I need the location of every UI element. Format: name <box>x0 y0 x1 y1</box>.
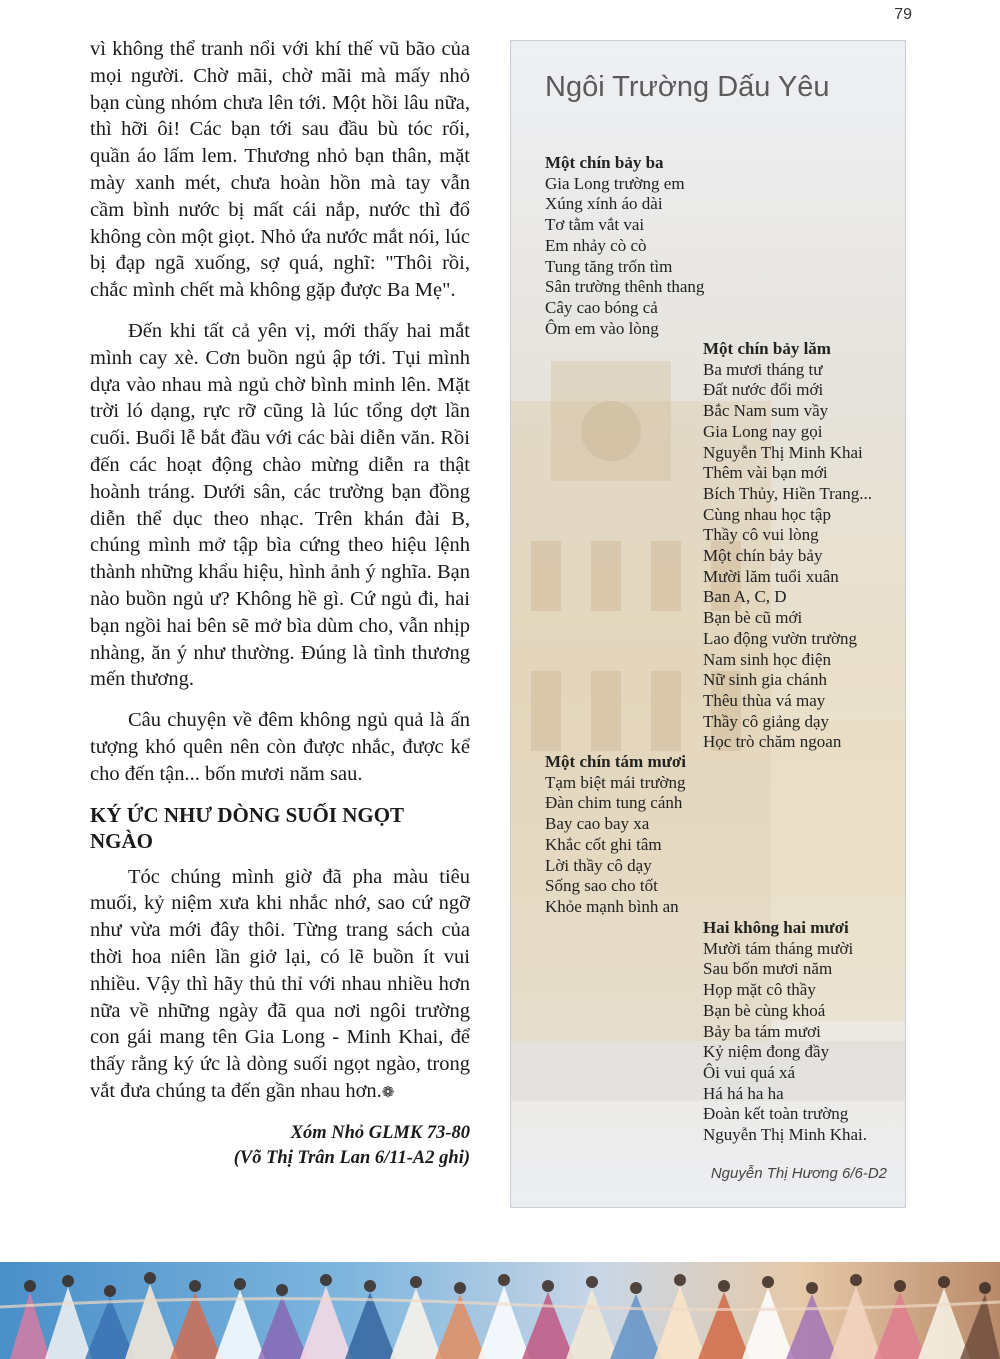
poem-line: Há há ha ha <box>703 1083 784 1103</box>
poem-author: Nguyễn Thị Hương 6/6-D2 <box>710 1165 887 1182</box>
poem-line: Bích Thủy, Hiền Trang... <box>703 483 873 503</box>
paragraph-2: Đến khi tất cả yên vị, mới thấy hai mắt mình cay xè. Cơn buồn ngủ ập tới. Tụi mình dựa vào nhau mà ngủ chờ bình minh lên. Mặt trời ló dạng, rực rỡ cũng là lúc tổng dợt lần cuối. Buổi lễ bắt đầu với các bài diễn văn. Rồi đến các hoạt động chào mừng diễn ra thật hoành tráng. Dưới sân, các trường bạn đồng diễn thể dục theo nhạc. Trên khán đài B, chúng mình mở tập bìa cứng theo hiệu lệnh thành những khẩu hiệu, hình ảnh ý nghĩa. Bạn nào buồn ngủ ư? Không hề gì. Cứ ngủ đi, hai bạn ngồi hai bên sẽ mở bìa dùm cho, vẫn nhịp nhàng, ăn ý như thường. Đúng là tình thương mến thương. <box>90 319 470 691</box>
poem-line: Nguyễn Thị Minh Khai. <box>703 1125 868 1145</box>
closing-paragraph <box>90 864 470 1107</box>
poem-line: Tạm biệt mái trường <box>545 772 686 792</box>
closing-text: Tóc chúng mình giờ đã pha màu tiêu muối, kỷ niệm xưa khi nhắc nhớ, sao cứ ngỡ như vừa mới đây thôi. Từng trang sách của thời hoa niên lần giở lại, có lẽ buồn ít vui nhiều. Vậy thì hãy thủ thỉ với nhau nhiều hơn nữa về những ngày đã qua nơi ngôi trường con gái mang tên Gia Long - Minh Khai, để thấy rằng ký ức là dòng suối ngọt ngào, trong vắt đưa chúng ta đến gần nhau hơn. <box>90 865 470 1102</box>
poem-line: Bạn bè cùng khoá <box>703 1000 826 1020</box>
stanza-heading: Một chín bảy lăm <box>703 339 831 358</box>
banner-artwork <box>0 1262 1000 1359</box>
poem-line: Thầy cô giảng dạy <box>703 711 830 731</box>
poem-line: Cây cao bóng cả <box>545 297 658 317</box>
stanza-heading: Một chín bảy ba <box>545 153 664 172</box>
poem-line: Ôm em vào lòng <box>545 318 659 338</box>
poem-line: Tung tăng trốn tìm <box>545 256 673 276</box>
poem-line: Nguyễn Thị Minh Khai <box>703 442 863 462</box>
poem-line: Bay cao bay xa <box>545 814 650 834</box>
poem-line: Nữ sinh gia chánh <box>703 670 827 690</box>
stanza-heading: Một chín tám mươi <box>545 752 686 771</box>
poem-line: Nam sinh học điện <box>703 649 831 669</box>
poem-line: Xúng xính áo dài <box>545 194 663 214</box>
stanza-2020 <box>703 918 867 1146</box>
article-column <box>90 36 470 1171</box>
page-number: 79 <box>894 6 912 23</box>
poem-line: Khỏe mạnh bình an <box>545 896 679 916</box>
poem-line: Sau bốn mươi năm <box>703 959 833 979</box>
poem-line: Gia Long trường em <box>545 173 685 193</box>
poem-line: Em nhảy cò cò <box>545 235 647 255</box>
paragraph-1: vì không thể tranh nổi với khí thế vũ bão của mọi người. Chờ mãi, chờ mãi mà mấy nhỏ bạn cùng nhóm chưa lên tới. Một hồi lâu nữa, thì hỡi ôi! Các bạn tới sau đầu bù tóc rối, quần áo lấm lem. Thương nhỏ bạn thân, mặt mày xanh mét, chưa hoàn hồn mà tay vẫn cầm bình nước bị mất cái nắp, nước thì đổ không còn một giọt. Nhỏ ứa nước mắt nói, lúc bị đạp ngã xuống, sợ quá, nghĩ: "Thôi rồi, chắc mình chết mà không gặp được Ba Mẹ". <box>90 38 470 302</box>
poem-line: Đoàn kết toàn trường <box>703 1104 849 1124</box>
poem-line: Thầy cô vui lòng <box>703 525 819 545</box>
poem-title: Ngôi Trường Dấu Yêu <box>545 71 830 103</box>
poem-line: Đất nước đổi mới <box>703 380 824 400</box>
poem-line: Một chín bảy bảy <box>703 546 823 566</box>
poem-line: Bắc Nam sum vầy <box>703 401 829 421</box>
poem-line: Lao động vườn trường <box>703 628 857 648</box>
poem-line: Học trò chăm ngoan <box>703 732 842 752</box>
signature-writer: (Võ Thị Trân Lan 6/11-A2 ghi) <box>233 1147 470 1168</box>
poem-line: Ba mươi tháng tư <box>703 359 823 379</box>
signature-group: Xóm Nhỏ GLMK 73-80 <box>290 1122 470 1143</box>
poem-line: Gia Long nay gọi <box>703 421 823 441</box>
stanza-1973 <box>545 153 704 339</box>
poem-line: Mười tám tháng mười <box>703 938 854 958</box>
dancing-girls-banner <box>0 1262 1000 1359</box>
poem-line: Ôi vui quá xá <box>703 1062 796 1082</box>
flower-icon: ❁ <box>381 1084 395 1101</box>
poem-line: Thêm vài bạn mới <box>703 463 828 483</box>
poem-line: Khắc cốt ghi tâm <box>545 834 662 854</box>
poem-line: Sân trường thênh thang <box>545 277 705 297</box>
poem-line: Bảy ba tám mươi <box>703 1021 821 1041</box>
poem-line: Ban A, C, D <box>703 587 787 607</box>
poem-line: Họp mặt cô thầy <box>703 980 816 1000</box>
poem-line: Mười lăm tuổi xuân <box>703 566 839 586</box>
poem-line: Bạn bè cũ mới <box>703 608 803 628</box>
stanza-1980 <box>545 752 686 918</box>
section-heading: KÝ ỨC NHƯ DÒNG SUỐI NGỌT NGÀO <box>90 802 404 853</box>
poem-line: Cùng nhau học tập <box>703 504 831 524</box>
poem-box <box>510 40 906 1208</box>
poem-line: Kỷ niệm đong đầy <box>703 1042 830 1062</box>
paragraph-3: Câu chuyện về đêm không ngủ quả là ấn tượng khó quên nên còn được nhắc, được kể cho đến tận... bốn mươi năm sau. <box>90 709 470 785</box>
poem-line: Thêu thùa vá may <box>703 690 826 710</box>
poem-line: Lời thầy cô dạy <box>545 855 652 875</box>
poem-line: Tơ tằm vắt vai <box>545 215 645 235</box>
stanza-1975 <box>703 339 872 753</box>
signature <box>90 1121 470 1171</box>
stanza-heading: Hai không hai mươi <box>703 918 849 937</box>
poem-line: Sống sao cho tốt <box>545 876 658 896</box>
poem-line: Đàn chim tung cánh <box>545 793 683 813</box>
